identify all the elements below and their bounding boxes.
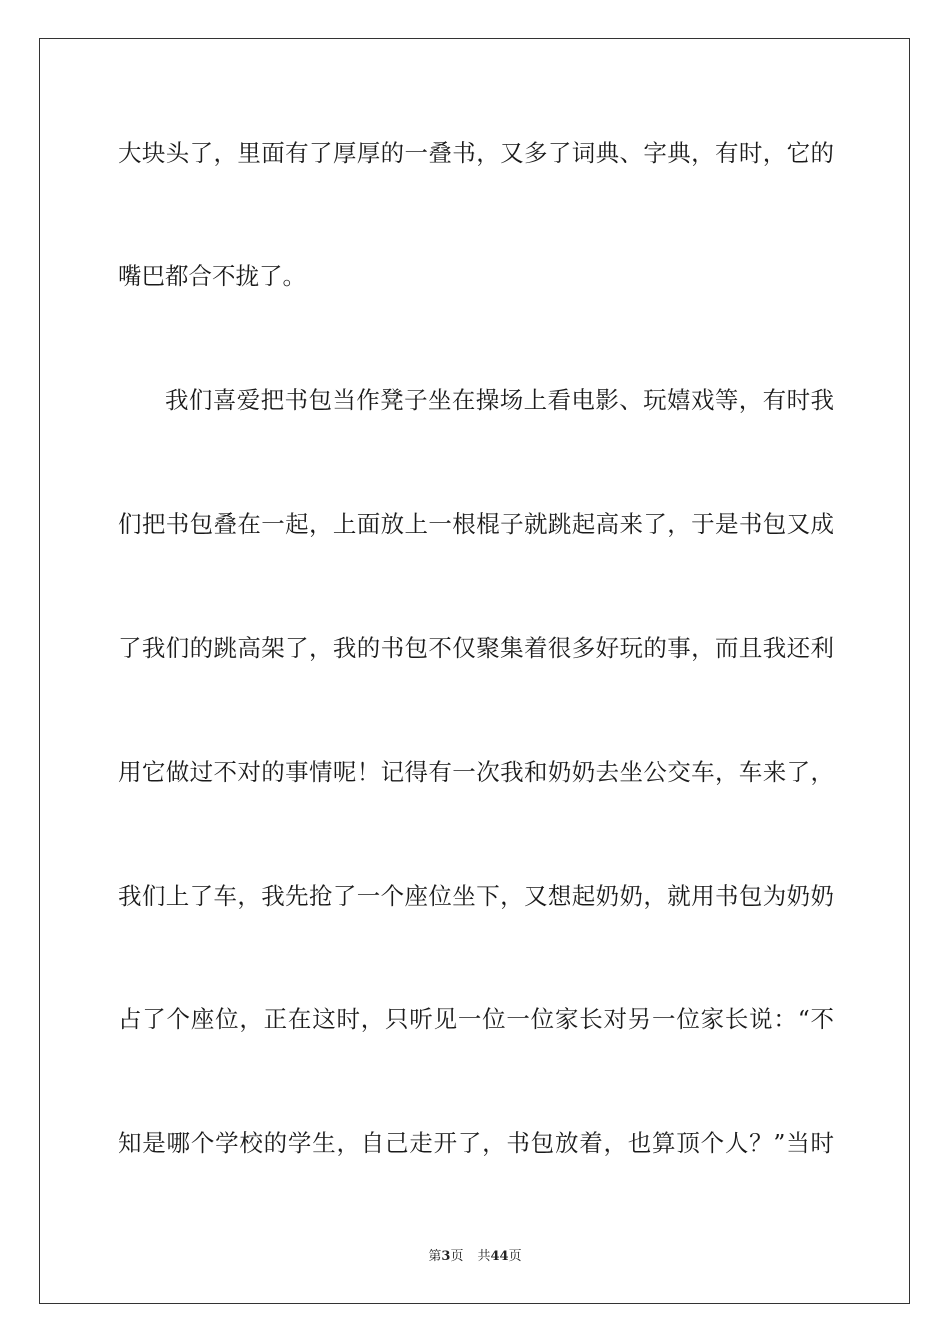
footer-total-pages: 44: [490, 1249, 509, 1264]
footer-page-number: 3: [441, 1249, 451, 1264]
footer-total-prefix: 共: [477, 1249, 491, 1264]
text-line-7: 我们上了车，我先抢了一个座位坐下，又想起奶奶，就用书包为奶奶: [118, 882, 834, 910]
text-line-6: 用它做过不对的事情呢！记得有一次我和奶奶去坐公交车，车来了，: [118, 758, 834, 786]
text-line-8: 占了个座位，正在这时，只听见一位一位家长对另一位家长说：“不: [118, 1005, 834, 1033]
footer-page-prefix: 第: [428, 1249, 442, 1264]
text-line-5: 了我们的跳高架了，我的书包不仅聚集着很多好玩的事，而且我还利: [118, 634, 834, 662]
footer-page-suffix: 页: [450, 1249, 464, 1264]
footer-total-suffix: 页: [508, 1249, 522, 1264]
text-line-1: 大块头了，里面有了厚厚的一叠书，又多了词典、字典，有时，它的: [118, 139, 834, 167]
text-line-4: 们把书包叠在一起，上面放上一根棍子就跳起高来了，于是书包又成: [118, 510, 834, 538]
text-line-2: 嘴巴都合不拢了。: [118, 262, 306, 290]
page-footer: [0, 1248, 950, 1266]
text-line-9: 知是哪个学校的学生，自己走开了，书包放着，也算顶个人？”当时: [118, 1129, 834, 1157]
text-line-3: 我们喜爱把书包当作凳子坐在操场上看电影、玩嬉戏等，有时我: [165, 386, 834, 414]
page-border: [39, 38, 910, 1304]
